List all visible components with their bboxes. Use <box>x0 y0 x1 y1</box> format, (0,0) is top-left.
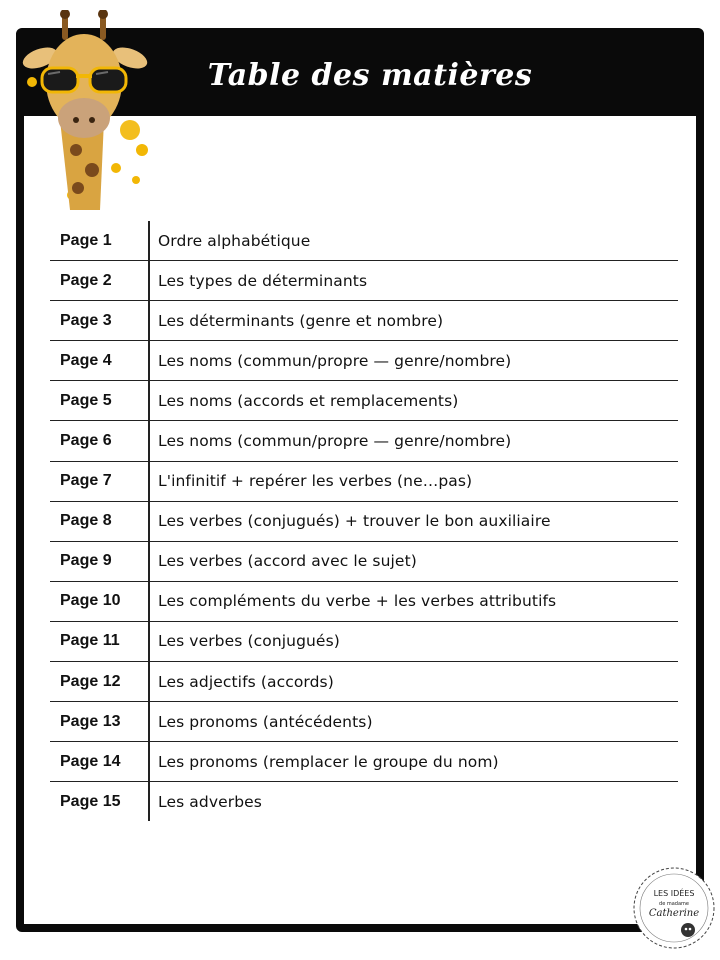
toc-row <box>50 621 678 661</box>
topic-text: Les compléments du verbe + les verbes attributifs <box>158 592 557 611</box>
topic-text: Les pronoms (remplacer le groupe du nom) <box>158 752 499 771</box>
toc-row <box>50 461 678 501</box>
page-number: Page 8 <box>60 512 112 530</box>
page-number: Page 13 <box>60 712 121 730</box>
giraffe-illustration <box>12 10 162 220</box>
toc-row <box>50 260 678 300</box>
column-divider <box>148 622 150 661</box>
page-number: Page 15 <box>60 792 121 810</box>
page-number: Page 1 <box>60 231 112 249</box>
page-number: Page 5 <box>60 391 112 409</box>
column-divider <box>148 782 150 821</box>
topic-text: L'infinitif + repérer les verbes (ne…pas) <box>158 472 473 491</box>
topic-text: Les verbes (conjugués) <box>158 632 340 651</box>
toc-row <box>50 420 678 460</box>
topic-text: Les noms (commun/propre — genre/nombre) <box>158 432 512 451</box>
toc-row <box>50 741 678 781</box>
column-divider <box>148 662 150 701</box>
page-number: Page 6 <box>60 432 112 450</box>
page-number: Page 4 <box>60 351 112 369</box>
toc-row <box>50 221 678 260</box>
logo-line-2: de madame <box>659 901 689 907</box>
topic-text: Les types de déterminants <box>158 271 368 290</box>
page-number: Page 11 <box>60 632 120 650</box>
table-of-contents <box>50 221 678 821</box>
column-divider <box>148 502 150 541</box>
brand-logo <box>632 866 716 950</box>
toc-row <box>50 661 678 701</box>
column-divider <box>148 421 150 460</box>
column-divider <box>148 381 150 420</box>
column-divider <box>148 582 150 621</box>
column-divider <box>148 341 150 380</box>
toc-row <box>50 781 678 821</box>
topic-text: Les adverbes <box>158 792 262 811</box>
column-divider <box>148 542 150 581</box>
toc-row <box>50 501 678 541</box>
column-divider <box>148 261 150 300</box>
topic-text: Les noms (accords et remplacements) <box>158 391 459 410</box>
page-number: Page 7 <box>60 472 112 490</box>
topic-text: Les verbes (accord avec le sujet) <box>158 552 417 571</box>
page-number: Page 14 <box>60 752 121 770</box>
topic-text: Les verbes (conjugués) + trouver le bon auxiliaire <box>158 512 551 531</box>
page-title: Table des matières <box>207 58 533 93</box>
toc-row <box>50 300 678 340</box>
page-number: Page 2 <box>60 271 112 289</box>
page-number: Page 12 <box>60 672 121 690</box>
toc-row <box>50 340 678 380</box>
page-number: Page 3 <box>60 311 112 329</box>
toc-row <box>50 380 678 420</box>
toc-row <box>50 701 678 741</box>
column-divider <box>148 301 150 340</box>
topic-text: Ordre alphabétique <box>158 231 311 250</box>
topic-text: Les pronoms (antécédents) <box>158 712 373 731</box>
topic-text: Les déterminants (genre et nombre) <box>158 311 444 330</box>
column-divider <box>148 462 150 501</box>
column-divider <box>148 742 150 781</box>
toc-row <box>50 581 678 621</box>
column-divider <box>148 221 150 260</box>
logo-line-1: LES IDÉES <box>653 889 695 898</box>
topic-text: Les noms (commun/propre — genre/nombre) <box>158 351 512 370</box>
logo-line-3: Catherine <box>648 908 700 919</box>
topic-text: Les adjectifs (accords) <box>158 672 334 691</box>
page-number: Page 9 <box>60 552 112 570</box>
toc-row <box>50 541 678 581</box>
column-divider <box>148 702 150 741</box>
page-number: Page 10 <box>60 592 121 610</box>
